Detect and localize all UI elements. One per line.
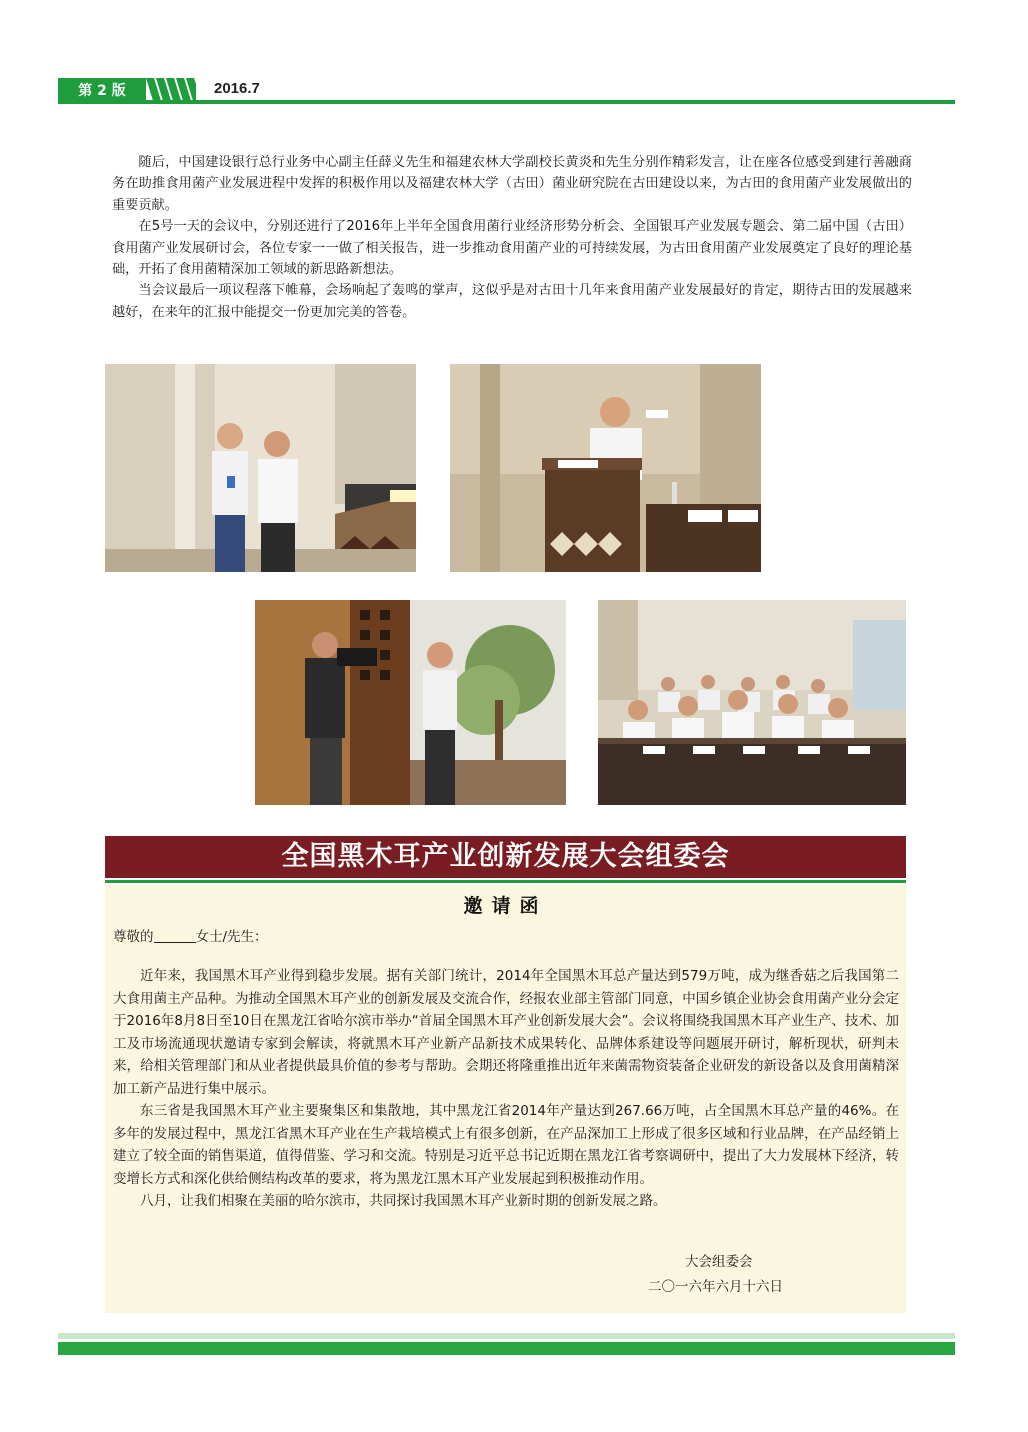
photo-two-men-standing: [105, 364, 416, 572]
invitation-signature: 大会组委会: [685, 1254, 753, 1270]
name-blank: [154, 942, 196, 943]
photo-tv-interview: [255, 600, 566, 805]
article-paragraph: 随后，中国建设银行总行业务中心副主任薛义先生和福建农林大学副校长黄炎和先生分别作精彩发言，让在座各位感受到建行善融商务在助推食用菌产业发展进程中发挥的积极作用以及福建农林大学（古田）菌业研究院在古田建设以来，为古田的食用菌产业发展做出的重要贡献。: [112, 155, 912, 213]
issue-date: 2016.7: [214, 80, 260, 97]
banner-rule: [105, 880, 906, 883]
invitation-paragraph: 八月，让我们相聚在美丽的哈尔滨市，共同探讨我国黑木耳产业新时期的创新发展之路。: [140, 1193, 667, 1209]
invitation-paragraph: 近年来，我国黑木耳产业得到稳步发展。据有关部门统计，2014年全国黑木耳总产量达到579万吨，成为继香菇之后我国第二大食用菌主产品种。为推动全国黑木耳产业的创新发展及交流合作，经报农业部主管部门同意，中国乡镇企业协会食用菌产业分会定于2016年8月8日至10日在黑龙江省哈尔滨市举办“首届全国黑木耳产业创新发展大会”。会议将围绕我国黑木耳产业生产、技术、加工及市场流通现状邀请专家到会解读，将就黑木耳产业新产品新技术成果转化、品牌体系建设等问题展开研讨，解析现状，研判未来，给相关管理部门和从业者提供最具价值的参考与帮助。会期还将隆重推出近年来菌需物资装备企业研发的新设备以及食用菌精深加工新产品进行集中展示。: [113, 968, 899, 1097]
invitation-body: [113, 965, 899, 1213]
invitation-panel: [105, 885, 906, 1313]
page-number-tab: 第 2 版: [58, 78, 146, 104]
invitation-paragraph: 东三省是我国黑木耳产业主要聚集区和集散地，其中黑龙江省2014年产量达到267.66万吨，占全国黑木耳总产量的46%。在多年的发展过程中，黑龙江省黑木耳产业在生产栽培模式上有很多创新，在产品深加工上形成了很多区域和行业品牌，在产品经销上建立了较全面的销售渠道，值得借鉴、学习和交流。特别是习近平总书记近期在黑龙江省考察调研中，提出了大力发展林下经济，转变增长方式和深化供给侧结构改革的要求，将为黑龙江黑木耳产业发展起到积极推动作用。: [113, 1103, 899, 1187]
photo-seated-audience: [598, 600, 906, 805]
header-rule: [58, 100, 955, 104]
footer-band: [58, 1333, 955, 1355]
invitation-title: 邀请函: [463, 895, 548, 917]
article-paragraph: 当会议最后一项议程落下帷幕，会场响起了轰鸣的掌声，这似乎是对古田十几年来食用菌产业发展最好的肯定，期待古田的发展越来越好，在来年的汇报中能提交一份更加完美的答卷。: [112, 283, 912, 320]
greeting-prefix: 尊敬的: [113, 929, 154, 945]
photo-speaker-at-podium: [450, 364, 761, 572]
invitation-greeting: [113, 925, 268, 945]
article-paragraph: 在5号一天的会议中，分别还进行了2016年上半年全国食用菌行业经济形势分析会、全国银耳产业发展专题会、第二届中国（古田）食用菌产业发展研讨会，各位专家一一做了相关报告，进一步推动食用菌产业的可持续发展，为古田食用菌产业发展奠定了良好的理论基础，开拓了食用菌精深加工领域的新思路新想法。: [112, 219, 912, 278]
organizing-committee-banner: 全国黑木耳产业创新发展大会组委会: [105, 836, 906, 878]
article-body: [112, 152, 912, 323]
greeting-suffix: 女士/先生：: [195, 929, 268, 945]
invitation-date: 二〇一六年六月十六日: [648, 1279, 783, 1295]
